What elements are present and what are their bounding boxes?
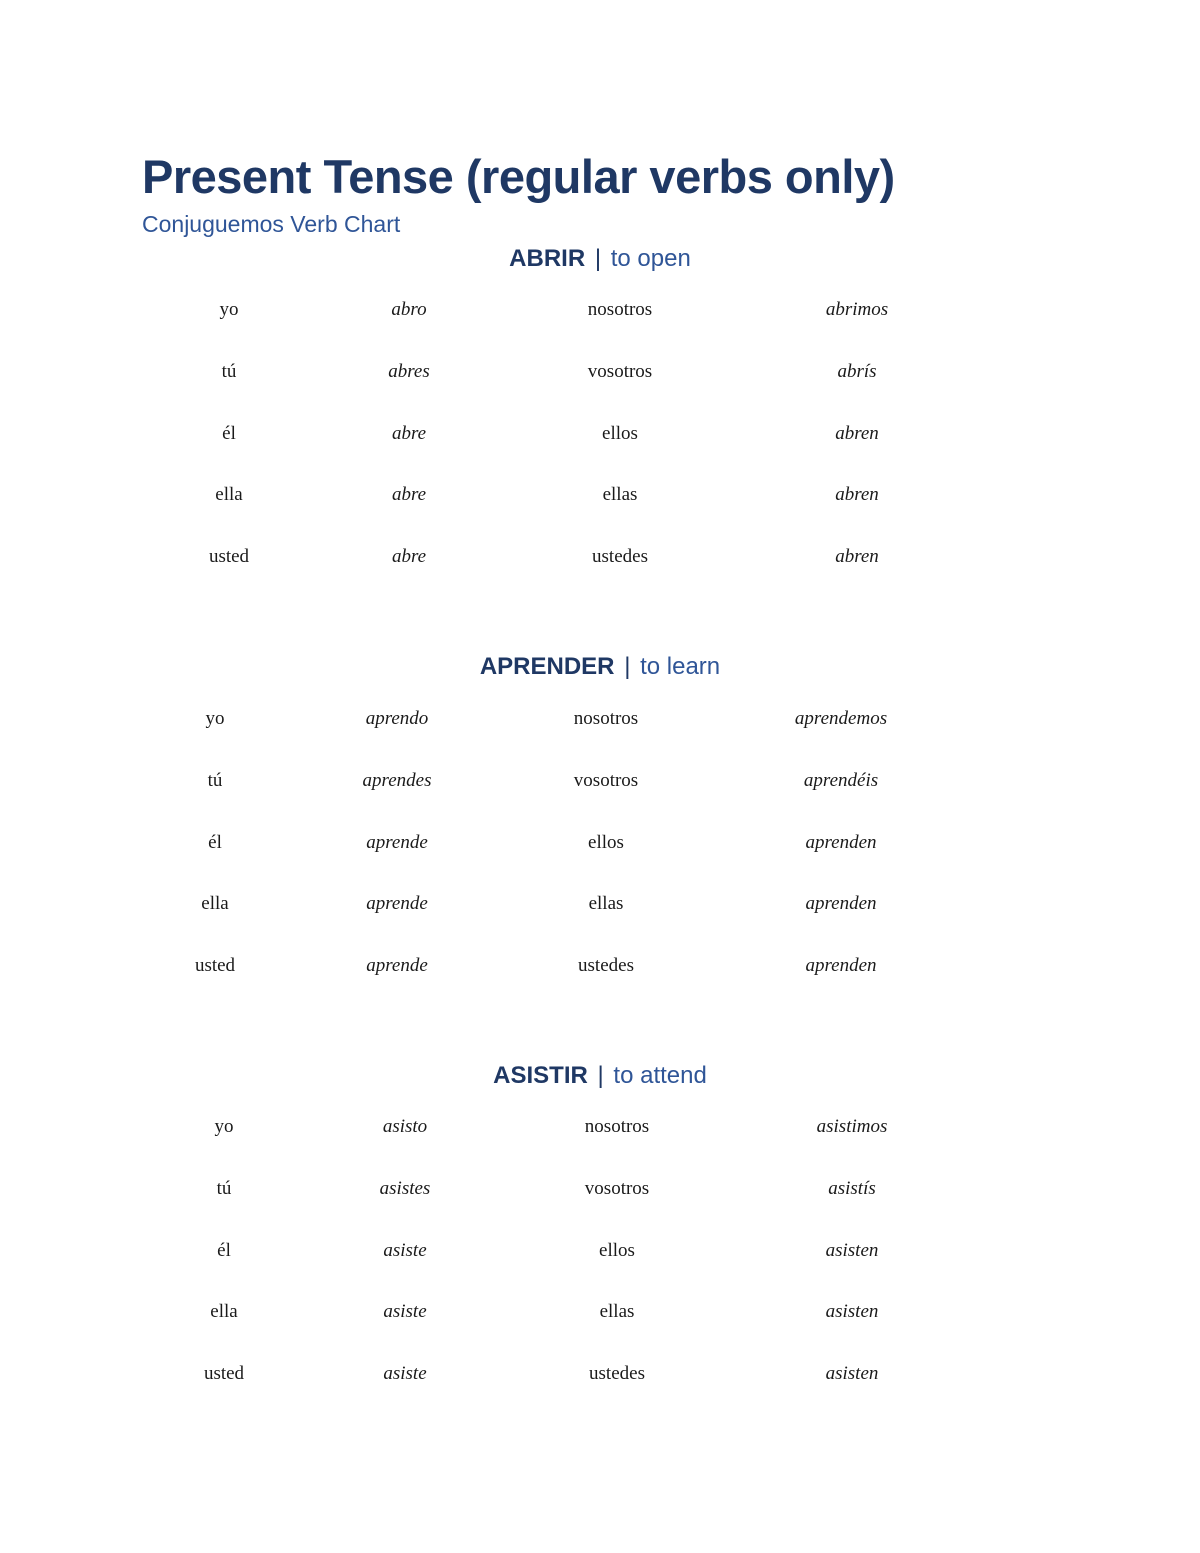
plural-form: asistís [828,1177,876,1199]
plural-form: asistimos [816,1116,888,1137]
singular-form: aprendes [362,769,432,791]
verb-infinitive: APRENDER [479,653,615,680]
heading-separator: | [624,653,631,680]
plural-pronoun: nosotros [584,1116,650,1137]
singular-pronoun: tú [207,769,223,791]
singular-pronoun: usted [203,1363,245,1384]
plural-pronoun: ellos [588,831,624,853]
plural-form: abrimos [825,299,889,320]
plural-pronoun: vosotros [573,769,639,791]
plural-pronoun: ustedes [592,546,648,567]
singular-form: abro [391,299,427,320]
verb-meaning: to open [610,245,691,272]
singular-form: aprendo [365,708,429,729]
singular-pronoun: usted [194,955,236,976]
plural-form: asisten [825,1301,879,1323]
singular-form: abre [391,546,427,567]
page-title: Present Tense (regular verbs only) [142,150,895,203]
plural-pronoun: vosotros [584,1177,650,1199]
verb-meaning: to learn [640,653,721,680]
plural-pronoun: ustedes [589,1363,645,1384]
plural-form: aprendéis [803,769,879,791]
plural-pronoun: vosotros [587,360,653,382]
singular-pronoun: usted [208,546,250,567]
verb-infinitive: ASISTIR [493,1062,588,1089]
verb-meaning: to attend [613,1062,707,1089]
plural-pronoun: ellas [602,484,638,506]
singular-form: abre [391,422,427,444]
plural-form: aprenden [805,955,877,976]
singular-form: asistes [379,1177,431,1199]
plural-pronoun: ellas [599,1301,635,1323]
plural-form: abrís [837,360,877,382]
singular-form: aprende [366,955,428,976]
singular-pronoun: yo [205,708,225,729]
singular-pronoun: yo [219,299,239,320]
plural-pronoun: ustedes [578,955,634,976]
plural-form: aprenden [805,893,877,915]
conjugation-table [0,243,1200,583]
plural-form: asisten [825,1239,879,1261]
singular-pronoun: tú [221,360,237,382]
singular-pronoun: él [208,831,222,853]
heading-separator: | [597,1062,604,1089]
singular-pronoun: yo [214,1116,234,1137]
singular-form: aprende [366,893,428,915]
plural-form: aprenden [805,831,877,853]
page-subtitle: Conjuguemos Verb Chart [142,211,401,237]
plural-pronoun: nosotros [587,299,653,320]
singular-pronoun: él [217,1239,231,1261]
plural-pronoun: ellos [602,422,638,444]
singular-form: asiste [383,1239,427,1261]
plural-pronoun: nosotros [573,708,639,729]
singular-form: aprende [366,831,428,853]
singular-form: abre [391,484,427,506]
singular-pronoun: ella [215,484,243,506]
singular-pronoun: él [222,422,236,444]
heading-separator: | [594,245,602,272]
conjugation-table [0,1060,1200,1400]
singular-pronoun: ella [201,893,229,915]
singular-form: asiste [383,1363,427,1384]
plural-pronoun: ellos [599,1239,635,1261]
plural-form: asisten [825,1363,879,1384]
singular-form: asiste [383,1301,427,1323]
verb-infinitive: ABRIR [509,245,586,272]
plural-form: abren [835,546,879,567]
conjugation-table [0,651,1200,991]
plural-form: abren [835,422,879,444]
singular-pronoun: ella [210,1301,238,1323]
plural-form: aprendemos [794,708,888,729]
plural-pronoun: ellas [588,893,624,915]
plural-form: abren [835,484,879,506]
singular-form: asisto [382,1116,428,1137]
singular-form: abres [388,360,430,382]
singular-pronoun: tú [216,1177,232,1199]
